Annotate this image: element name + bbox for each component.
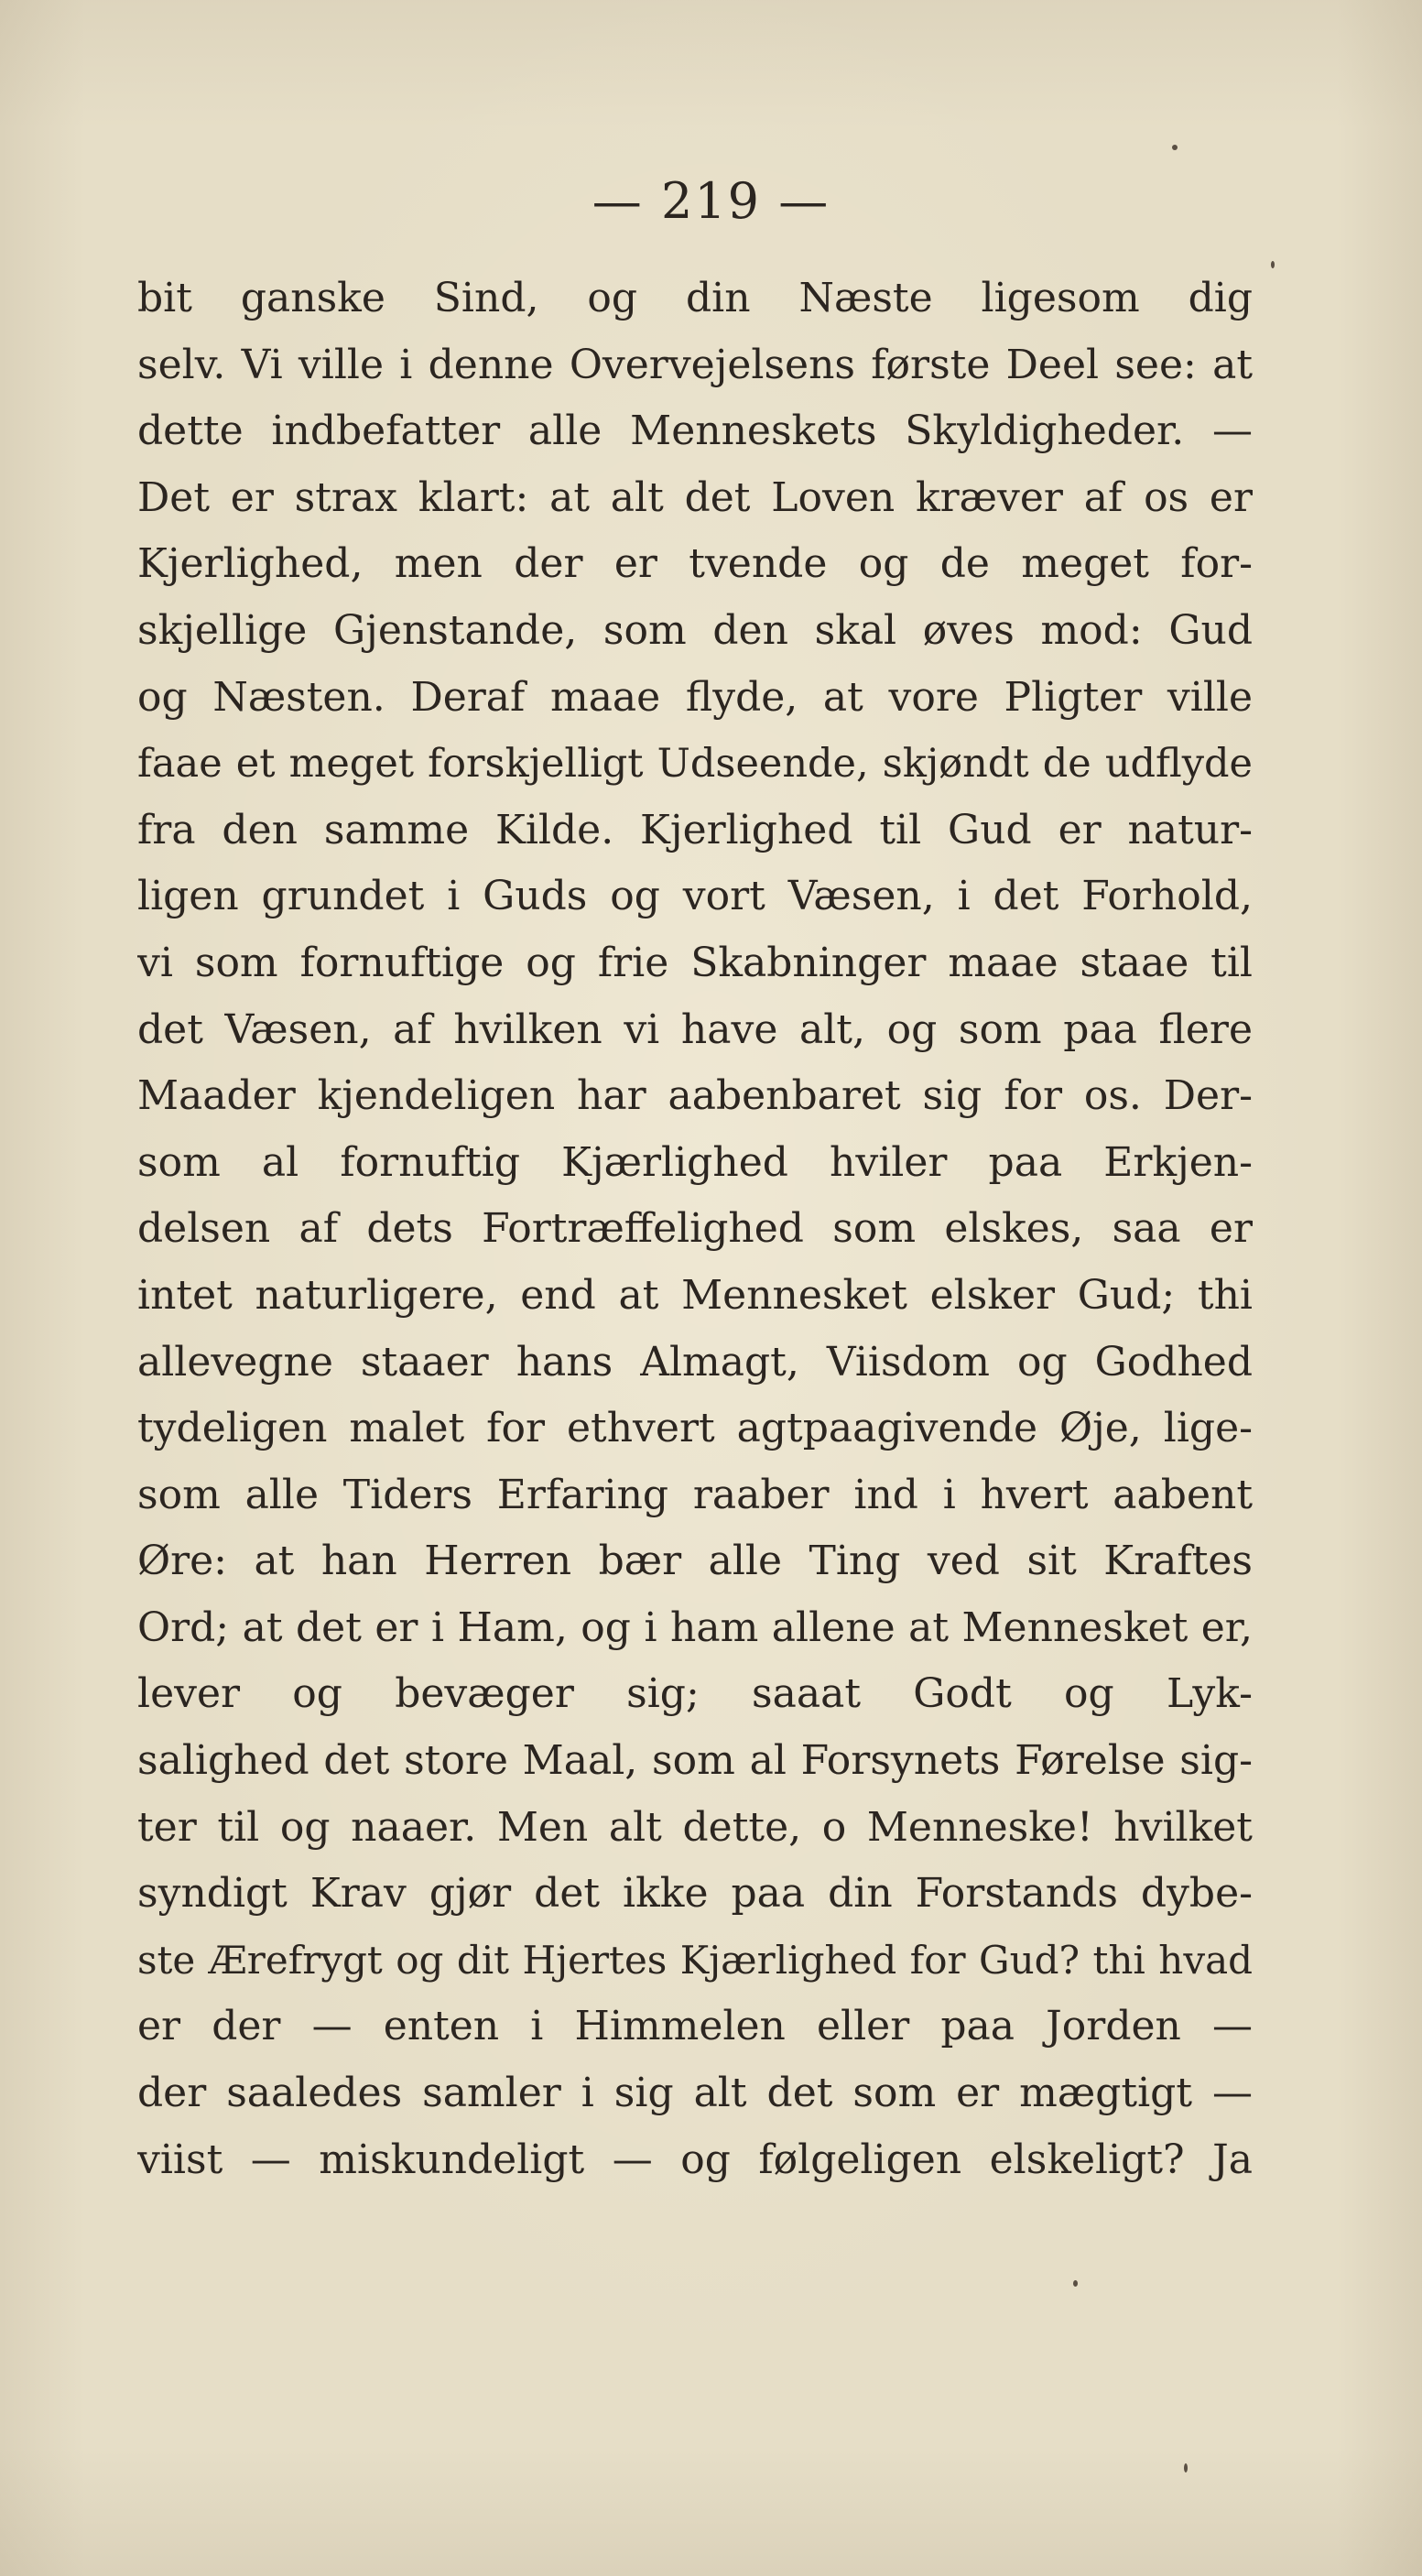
text-line: det Væsen, af hvilken vi have alt, og som paa flere <box>137 1005 1253 1053</box>
text-line: som al fornuftig Kjærlighed hviler paa Erkjen- <box>137 1138 1253 1186</box>
text-line: allevegne staaer hans Almagt, Viisdom og Godhed <box>137 1338 1253 1386</box>
text-line: faae et meget forskjelligt Udseende, skjøndt de udflyde <box>137 741 1253 788</box>
text-line: viist — miskundeligt — og følgeligen elskeligt? Ja <box>137 2136 1253 2183</box>
text-line: som alle Tiders Erfaring raaber ind i hvert aabent <box>137 1471 1253 1518</box>
text-line: tydeligen malet for ethvert agtpaagivende Øje, lige- <box>137 1405 1253 1452</box>
text-line: vi som fornuftige og frie Skabninger maae staae til <box>137 939 1253 986</box>
text-line: Det er strax klart: at alt det Loven kræver af os er <box>137 473 1253 521</box>
text-line: fra den samme Kilde. Kjerlighed til Gud er natur- <box>137 806 1253 853</box>
text-line: ste Ærefrygt og dit Hjertes Kjærlighed for Gud? thi hvad <box>137 1937 1253 1983</box>
text-line: der saaledes samler i sig alt det som er mægtigt — <box>137 2070 1253 2117</box>
paper-speck <box>1184 2463 1188 2473</box>
text-line: dette indbefatter alle Menneskets Skyldigheder. — <box>137 408 1253 455</box>
text-line: og Næsten. Deraf maae flyde, at vore Pligter ville <box>137 673 1253 721</box>
text-line: syndigt Krav gjør det ikke paa din Forstands dybe- <box>137 1870 1253 1918</box>
paper-speck <box>1073 2280 1078 2287</box>
text-line: bit ganske Sind, og din Næste ligesom dig <box>137 275 1253 321</box>
text-line: salighed det store Maal, som al Forsynets Førelse sig- <box>137 1737 1253 1785</box>
text-line: lever og bevæger sig; saaat Godt og Lyk- <box>137 1670 1253 1718</box>
text-line: Kjerlighed, men der er tvende og de meget for- <box>137 540 1253 588</box>
paper-speck <box>1271 261 1275 268</box>
text-line: ter til og naaer. Men alt dette, o Menneske! hvilket <box>137 1803 1253 1851</box>
text-line: selv. Vi ville i denne Overvejelsens første Deel see: at <box>137 341 1253 388</box>
text-line: er der — enten i Himmelen eller paa Jorden — <box>137 2003 1253 2050</box>
paper-speck <box>1172 145 1178 150</box>
text-line: Maader kjendeligen har aabenbaret sig for os. Der- <box>137 1072 1253 1120</box>
text-line: Øre: at han Herren bær alle Ting ved sit Kraftes <box>137 1538 1253 1585</box>
text-line: ligen grundet i Guds og vort Væsen, i det Forhold, <box>137 873 1253 920</box>
text-line: Ord; at det er i Ham, og i ham allene at Mennesket er, <box>137 1603 1253 1651</box>
page-number: — 219 — <box>592 172 830 230</box>
text-line: delsen af dets Fortræffelighed som elskes, saa er <box>137 1205 1253 1253</box>
text-line: skjellige Gjenstande, som den skal øves mod: Gud <box>137 606 1253 654</box>
text-line: intet naturligere, end at Mennesket elsker Gud; thi <box>137 1271 1253 1319</box>
body-text <box>137 266 1253 2193</box>
